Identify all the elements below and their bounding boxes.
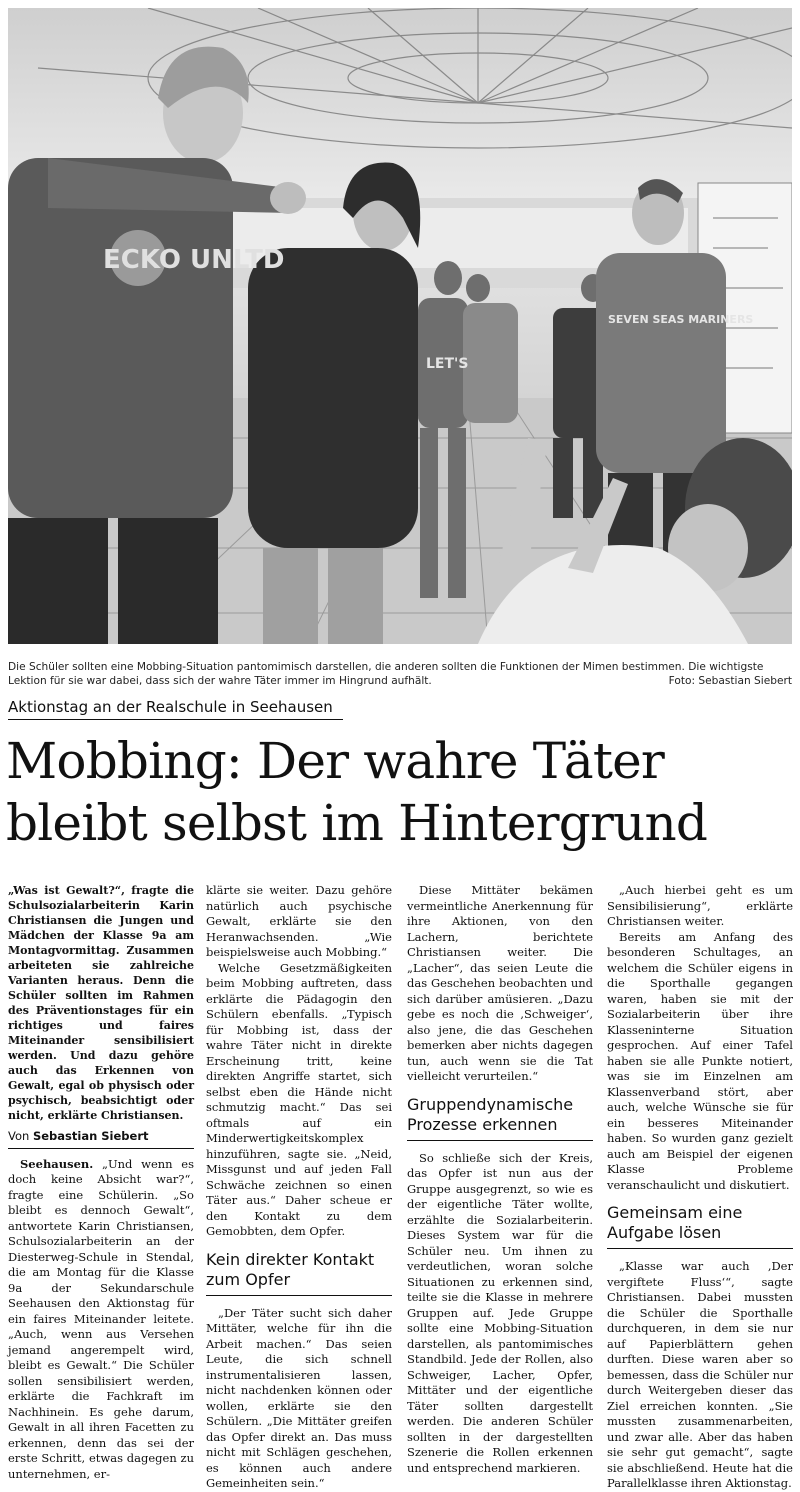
article-paragraph-7: „Auch hierbei geht es um Sensibilisierung“, erklärte Christiansen weiter.	[607, 883, 793, 928]
subheading-3: Gemeinsam eine Aufgabe lösen	[607, 1203, 793, 1249]
dateline: Seehausen.	[20, 1156, 94, 1171]
headline-line-1: Mobbing: Der wahre Täter	[6, 732, 665, 790]
article-paragraph-1	[8, 1157, 194, 1483]
article-column-2	[206, 883, 392, 1492]
kicker: Aktionstag an der Realschule in Seehausen	[8, 698, 333, 716]
byline	[8, 1129, 194, 1149]
headline	[6, 730, 796, 854]
photo-caption	[8, 660, 792, 688]
caption-text: Die Schüler sollten eine Mobbing-Situation pantomimisch darstellen, die anderen sollten die Funktionen der Mimen bestimmen. Die wichtigste Lektion für sie war dabei, dass sich der wahre Täter immer im Hingrund aufhält.	[8, 661, 764, 687]
shirt-text-left: ECKO UNLTD	[103, 245, 285, 275]
article-column-3	[407, 883, 593, 1476]
article-paragraph-8: Bereits am Anfang des besonderen Schultages, an welchem die Schüler eigens in die Sporthalle gegangen waren, haben sie mit der Sozialarbeiterin über ihre Klasseninterne Situation gesprochen. Auf einer Tafel haben sie alle Punkte notiert, was sie im Einzelnen am Klassenverband stört, aber auch, welche Wünsche sie für ein besseres Miteinander haben. So wurden ganz gezielt auch am Beispiel der eigenen Klasse Probleme veranschaulicht und diskutiert.	[607, 929, 793, 1192]
article-paragraph-3: Welche Gesetzmäßigkeiten beim Mobbing auftreten, dass erklärte die Pädagogin den Schülern ebenfalls. „Typisch für Mobbing ist, dass der wahre Täter nicht in direkte Erscheinung tritt, keine direkten Angriffe startet, sich selbst eben die Hände nicht schmutzig macht.“ Das sei oftmals auf ein Minderwertigkeitskomplex hinzuführen, sagte sie. „Neid, Missgunst und auf jeden Fall Schwäche zeichnen so einen Täter aus.“ Daher scheue er den Kontakt zu dem Gemobbten, dem Opfer.	[206, 960, 392, 1238]
shirt-text-right: SEVEN SEAS MARINERS	[608, 313, 754, 326]
headline-line-2: bleibt selbst im Hintergrund	[6, 794, 708, 852]
byline-prefix: Von	[8, 1129, 30, 1143]
subheading-2: Gruppendynamische Prozesse erkennen	[407, 1095, 593, 1141]
article-column-4	[607, 883, 793, 1492]
article-column-1	[8, 883, 194, 1482]
paragraph-1-text: „Und wenn es doch keine Absicht war?“, fragte eine Schülerin. „So bleibt es dennoch Gewalt“, antwortete Karin Christiansen, Schulsozialarbeiterin an der Diesterweg-Schule in Stendal, die am Montag für die Klasse 9a der Sekundarschule Seehausen den Aktionstag für ein faires Miteinander leitete. „Auch, wenn aus Versehen jemand angerempelt wird, bleibt es Gewalt.“ Die Schüler sollen sensibilisiert werden, erklärte die Fachkraft im Nachhinein. Es gehe darum, Gewalt in all ihren Facetten zu erkennen, denn das sei der erste Schritt, etwas dagegen zu unternehmen, er-	[8, 1156, 195, 1481]
byline-author: Sebastian Siebert	[32, 1129, 149, 1143]
article-paragraph-6: So schließe sich der Kreis, das Opfer ist nun aus der Gruppe ausgegrenzt, so wie es der eigentliche Täter wollte, erzählte die Sozialarbeiterin. Dieses System war für die Schüler neu. Um ihnen zu verdeutlichen, woran solche Situationen zu erkennen sind, teilte sie die Klasse in mehrere Gruppen auf. Jede Gruppe sollte eine Mobbing-Situation darstellen, als pantomimisches Standbild. Jede der Rollen, also Schweiger, Lacher, Opfer, Mittäter und der eigentliche Täter sollten dargestellt werden. Die anderen Schüler sollten in der dargestellten Szenerie die Rollen erkennen und entsprechend markieren.	[407, 1150, 593, 1475]
subheading-1: Kein direkter Kontakt zum Opfer	[206, 1250, 392, 1296]
photo-illustration	[8, 8, 792, 644]
article-lead: „Was ist Gewalt?“, fragte die Schulsozialarbeiterin Karin Christiansen die Jungen und Mädchen der Klasse 9a am Montagvormittag. Zusammen arbeiteten sie zahlreiche Varianten heraus. Denn die Schüler sollten im Rahmen des Präventionstages für ein richtiges und faires Miteinander sensibilisiert werden. Und dazu gehöre auch das Erkennen von Gewalt, egal ob physisch oder psychisch, beabsichtigt oder nicht, erklärte Christiansen.	[8, 884, 194, 1122]
article-paragraph-4: „Der Täter sucht sich daher Mittäter, welche für ihn die Arbeit machen.“ Das seien Leute, die sich schnell instrumentalisieren lassen, nicht nachdenken können oder wollen, erklärte sie den Schülern. „Die Mittäter greifen das Opfer direkt an. Das muss nicht mit Schlägen geschehen, es können auch andere Gemeinheiten sein.“	[206, 1305, 392, 1490]
article-photo	[8, 8, 792, 644]
article-paragraph-5: Diese Mittäter bekämen vermeintliche Anerkennung für ihre Aktionen, von den Lachern, berichtete Christiansen weiter. Die „Lacher“, das seien Leute die das Geschehen beobachten und sich darüber amüsieren. „Dazu gebe es noch die ‚Schweiger‘, also jene, die das Geschehen bemerken aber nichts dagegen tun, auch wenn sie die Tat vielleicht verurteilen.“	[407, 883, 593, 1083]
kicker-container	[8, 697, 343, 720]
photo-credit: Foto: Sebastian Siebert	[668, 675, 792, 687]
article-paragraph-9: „Klasse war auch ‚Der vergiftete Fluss‘“, sagte Christiansen. Dabei mussten die Schüler die Sporthalle durchqueren, in dem sie nur auf Papierblättern gehen durften. Diese waren aber so bemessen, dass die Schüler nur durch Weitergeben dieser das Ziel erreichen konnten. „Sie mussten zusammenarbeiten, und zwar alle. Aber das haben sie sehr gut gemacht“, sagte sie abschließend. Heute hat die Parallelklasse ihren Aktionstag.	[607, 1259, 793, 1490]
article-paragraph-2: klärte sie weiter. Dazu gehöre natürlich auch psychische Gewalt, erklärte sie den Heranwachsenden. „Wie beispielsweise auch Mobbing.“	[206, 883, 392, 959]
shirt-text-girl: LET'S	[426, 356, 469, 372]
